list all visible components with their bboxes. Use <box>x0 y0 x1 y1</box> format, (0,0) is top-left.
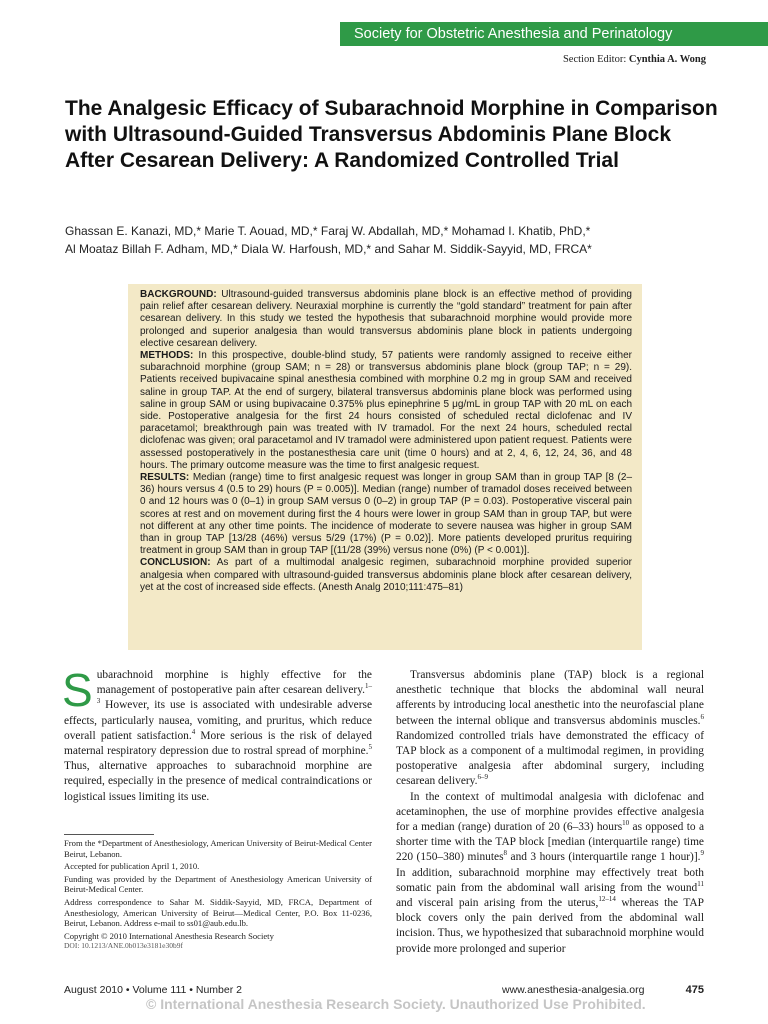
citation: 8 <box>503 849 508 858</box>
methods-text: In this prospective, double-blind study, 57 patients were randomly assigned to receive either subarachnoid morphine (group SAM; n = 28) or transversus abdominis plane block (group TAP; n = 29). Patients received bupivacaine spinal anesthesia combined with morphine 0.2 mg in group SAM and received saline in group TAP. At the end of surgery, bilateral transversus abdominis plane block was performed using saline in group SAM or using bupivacaine 0.375% plus epinephrine 5 μg/mL in group TAP with 20 mL on each side. Postoperative analgesia for the first 24 hours consisted of scheduled rectal diclofenac and IV paracetamol; breakthrough pain was treated with IV tramadol. For the next 24 hours, scheduled rectal diclofenac was given; oral paracetamol and IV tramadol were administered upon patient request. Patients were assessed postoperatively in the postanesthesia care unit (time 0 hours) and at 2, 4, 6, 12, 24, 36, and 48 hours. The primary outcome measure was the time to first analgesic request. <box>140 350 633 471</box>
tap-paragraph <box>396 668 704 790</box>
body-text: Transversus abdominis plane (TAP) block is a regional anesthetic technique that blocks the abdominal wall neural afferents by introducing local anesthetic into the neurofascial plane between the internal oblique and transversus abdominis muscles. <box>396 669 704 727</box>
citation: 6–9 <box>477 773 488 782</box>
citation: 9 <box>700 849 704 858</box>
authors-line-1: Ghassan E. Kanazi, MD,* Marie T. Aouad, MD,* Faraj W. Abdallah, MD,* Mohamad I. Khatib, PhD,* <box>65 224 591 238</box>
footnotes <box>64 838 372 954</box>
body-text: However, its use is associated with undesirable adverse effects, particularly nausea, vomiting, and pruritus, which reduce overall patient satisfaction. <box>64 699 372 742</box>
citation: 11 <box>697 880 704 889</box>
abstract-methods <box>140 350 632 472</box>
body-text: and visceral pain arising from the uterus, <box>396 897 599 910</box>
results-text: Median (range) time to first analgesic request was longer in group SAM than in group TAP [8 (2–36) hours versus 4 (0.5 to 29) hours (P = 0.005)]. Median (range) number of tramadol doses received between 0 and 12 hours was 0 (0–1) in group SAM versus 0 (0–2) in group TAP (P = 0.03). Postoperative visceral pain scores at rest and on movement during first the 4 hours were lower in group SAM than in group TAP, but were not different at any other time points. The incidence of moderate to severe nausea was higher in group SAM than in group TAP [13/28 (46%) versus 5/29 (17%) (P = 0.02)]. More patients developed pruritus requiring treatment in group SAM than in group TAP [(11/28 (39%) versus none (0%) (P < 0.001)]. <box>140 472 633 557</box>
footnote-accepted: Accepted for publication April 1, 2010. <box>64 861 200 872</box>
methods-label: METHODS: <box>140 350 194 362</box>
abstract-background <box>140 289 632 350</box>
body-text: Randomized controlled trials have demonstrated the efficacy of TAP block as a component of a multimodal regimen, in providing postoperative analgesia after abdominal surgery, including cesarean delivery. <box>396 729 704 788</box>
body-text: as opposed to a shorter time with the TAP block [median (interquartile range) time 220 (150–380) minutes <box>396 821 704 864</box>
conclusion-text: As part of a multimodal analgesic regimen, subarachnoid morphine provided superior analgesia when compared with ultrasound-guided transversus abdominis plane block after cesarean delivery, yet at the cost of increased side effects. (Anesth Analg 2010;111:475–81) <box>140 557 632 593</box>
multimodal-paragraph <box>396 790 704 957</box>
section-editor-label: Section Editor: <box>562 54 627 65</box>
body-text: ubarachnoid morphine is highly effective for the management of postoperative pain after cesarean delivery. <box>96 669 372 697</box>
body-column-left <box>62 664 372 805</box>
society-banner: Society for Obstetric Anesthesia and Perinatology <box>340 22 768 46</box>
copyright-watermark: © International Anesthesia Research Society. Unauthorized Use Prohibited. <box>146 996 646 1012</box>
section-editor <box>563 54 706 65</box>
drop-cap: S <box>62 664 93 716</box>
authors-line-2: Al Moataz Billah F. Adham, MD,* Diala W. Harfoush, MD,* and Sahar M. Siddik-Sayyid, MD, FRCA* <box>65 242 592 256</box>
background-text: Ultrasound-guided transversus abdominis plane block is an effective method of providing pain relief after cesarean delivery. Neuraxial morphine is currently the “gold standard” treatment for pain after cesarean delivery. In this study we tested the hypothesis that subarachnoid morphine would provide more prolonged and superior analgesia than would transversus abdominis plane block in patients undergoing elective cesarean delivery. <box>140 289 632 349</box>
citation: 10 <box>622 819 630 828</box>
citation: 12–14 <box>598 895 616 904</box>
footnote-funding: Funding was provided by the Department of Anesthesiology American University of Beirut-Medical Center. <box>64 873 372 895</box>
citation: 4 <box>191 728 196 737</box>
footnote-copyright: Copyright © 2010 International Anesthesia Research Society <box>64 930 274 941</box>
footnote-doi: DOI: 10.1213/ANE.0b013e3181e30b9f <box>64 941 183 951</box>
results-label: RESULTS: <box>140 472 190 484</box>
background-label: BACKGROUND: <box>140 289 217 300</box>
journal-link[interactable]: www.anesthesia-analgesia.org <box>502 984 645 996</box>
body-text: Thus, alternative approaches to subarachnoid morphine are required, especially in the presence of medical contraindications or logistical issues limiting its use. <box>64 760 372 803</box>
body-text: In the context of multimodal analgesia with diclofenac and acetaminophen, the use of morphine provides effective analgesia for a median (range) duration of 20 (6–33) hours <box>396 790 704 834</box>
citation: 1–3 <box>96 682 372 706</box>
section-editor-name: Cynthia A. Wong <box>628 54 706 65</box>
body-text: More serious is the risk of delayed maternal respiratory depression due to rostral spread of morphine. <box>64 729 372 758</box>
footnote-divider <box>64 834 154 835</box>
citation: 6 <box>700 712 704 721</box>
body-text: In addition, subarachnoid morphine may effectively treat both somatic pain from the abdominal wall arising from the wound <box>396 866 704 894</box>
author-list <box>65 222 725 258</box>
page-number: 475 <box>685 984 704 996</box>
footnote-affiliation: From the *Department of Anesthesiology, American University of Beirut-Medical Center Beirut, Lebanon. <box>64 838 372 859</box>
article-title: The Analgesic Efficacy of Subarachnoid Morphine in Comparison with Ultrasound-Guided Transversus Abdominis Plane Block After Cesarean Delivery: A Randomized Controlled Trial <box>65 97 718 172</box>
intro-paragraph <box>62 664 372 805</box>
conclusion-label: CONCLUSION: <box>140 557 211 569</box>
abstract-box <box>128 284 642 650</box>
abstract-conclusion <box>140 557 632 594</box>
footnote-correspondence: Address correspondence to Sahar M. Siddik-Sayyid, MD, FRCA, Department of Anesthesiology, American University of Beirut—Medical Center, P.O. Box 11-0236, Beirut, Lebanon. Address e-mail to ss01@aub.edu.lb. <box>64 896 372 929</box>
body-column-right <box>396 668 704 957</box>
citation: 5 <box>368 743 372 752</box>
body-text: whereas the TAP block covers only the pain derived from the abdominal wall incision. Thus, we hypothesized that subarachnoid morphine would provide more prolonged and superior <box>396 897 704 955</box>
body-text: and 3 hours (interquartile range 1 hour)]. <box>507 851 701 864</box>
abstract-results <box>140 472 632 557</box>
issue-info: August 2010 • Volume 111 • Number 2 <box>64 984 242 996</box>
